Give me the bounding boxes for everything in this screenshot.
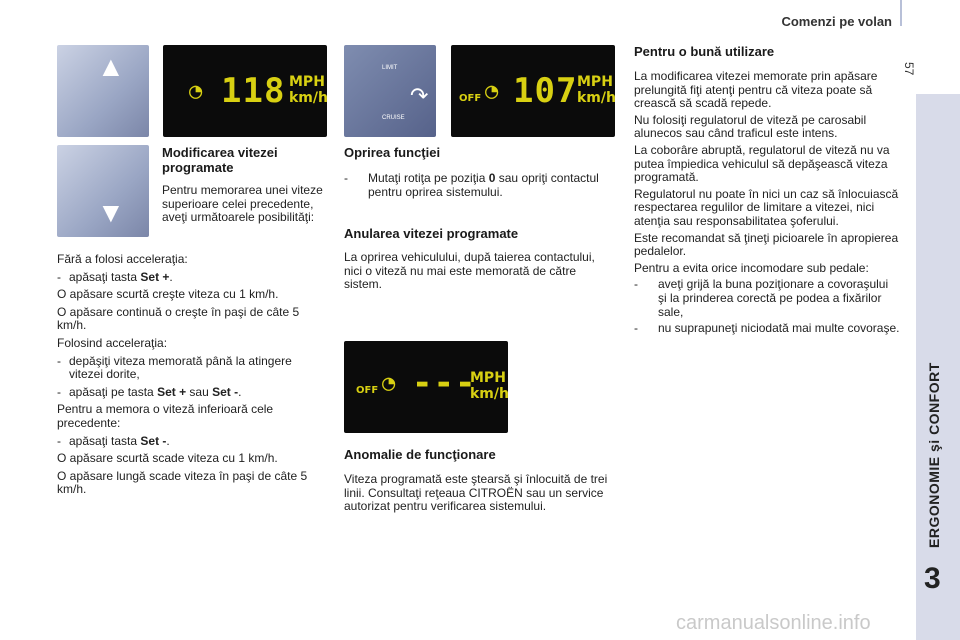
key-set-plus: Set + (140, 269, 170, 284)
section-heading: Anomalie de funcţionare (344, 447, 496, 462)
paragraph: Pentru a evita orice incomodare sub pedale: (634, 260, 869, 275)
paragraph: La coborâre abruptă, regulatorul de viteză nu va putea împiedica vehiculul să depăşească viteza programată. (634, 142, 890, 185)
curved-arrow-icon: ↷ (410, 83, 429, 108)
section-heading: Pentru o bună utilizare (634, 44, 775, 59)
speedometer-icon: ◔ (382, 371, 396, 396)
chapter-number: 3 (924, 562, 941, 595)
paragraph: La modificarea vitezei memorate prin apăsare prelungită fiţi atenţi pentru că viteza poate să crească să scadă repede. (634, 69, 878, 111)
section-header: Comenzi pe volan (781, 14, 892, 29)
display-unit-mph: MPH (577, 74, 613, 90)
display-unit-kmh: km/h (470, 386, 509, 402)
key-set-minus: Set - (212, 384, 239, 399)
bullet-item: - apăsaţi pe tasta Set + sau Set -. (57, 384, 242, 399)
speed-display-set (163, 45, 327, 137)
paragraph: Regulatorul nu poate în nici un caz să înlocuiască respectarea regulilor de limitare a vitezei, nici atenţia sau responsabilitatea şoferului. (634, 186, 899, 228)
off-indicator: OFF (356, 385, 379, 396)
chapter-title: ERGONOMIE şi CONFORT (926, 362, 942, 548)
bullet-item: - apăsaţi tasta Set -. (57, 433, 170, 448)
paragraph: La oprirea vehiculului, după taierea contactului, nici o viteză nu mai este memorată de către sistem. (344, 250, 595, 292)
paragraph: Pentru a memora o viteză inferioară cele precedente: (57, 402, 274, 430)
arrow-up-icon: ▲ (97, 51, 125, 82)
display-dashes: --- (412, 363, 477, 403)
display-digits: 118 (221, 71, 286, 111)
paragraph: O apăsare lungă scade viteza în paşi de câte 5 km/h. (57, 468, 308, 497)
paragraph: O apăsare scurtă creşte viteza cu 1 km/h. (57, 287, 279, 302)
display-unit-kmh: km/h (289, 90, 328, 106)
key-set-plus: Set + (157, 384, 187, 399)
page-number: 57 (902, 62, 916, 76)
stalk-label-cruise: CRUISE (382, 115, 405, 121)
col1-body (57, 253, 329, 497)
section-heading: Anularea vitezei programate (344, 226, 519, 241)
bullet-item: - Mutaţi rotiţa pe poziţia 0 sau opriţi contactul pentru oprirea sistemului. (344, 171, 599, 199)
speedometer-icon: ◔ (485, 79, 499, 104)
speed-display-off (451, 45, 615, 137)
stalk-wheel-image (344, 45, 436, 137)
section-heading: Oprirea funcţiei (344, 145, 441, 160)
intro-text: Pentru memorarea unei viteze superioare celei precedente, aveţi următoarele posibilităţi: (162, 183, 323, 225)
display-unit-mph: MPH (470, 370, 506, 386)
bullet-item: - nu suprapuneţi niciodată mai multe covoraşe. (634, 321, 900, 336)
display-unit-mph: MPH (289, 74, 325, 90)
position-zero: 0 (488, 171, 496, 185)
bullet-item: - aveţi grijă la buna poziţionare a covoraşului şi la prinderea corectă pe podea a fixărilor sale, (634, 277, 889, 319)
col3-body (634, 70, 900, 336)
off-indicator: OFF (459, 93, 482, 104)
bullet-item: - apăsaţi tasta Set +. (57, 269, 173, 284)
watermark: carmanualsonline.info (676, 612, 871, 634)
header-divider (900, 0, 902, 26)
bullet-item: - depăşiţi viteza memorată până la atingere vitezei dorite, (57, 353, 292, 382)
paragraph: Viteza programată este ştearsă şi înlocuită de trei linii. Consultaţi reţeaua CITROËN sau un service autorizat pentru verificarea sistemului. (344, 472, 608, 514)
paragraph: Nu folosiţi regulatorul de viteză pe carosabil alunecos sau când traficul este intens. (634, 112, 867, 141)
section-heading: Modificarea vitezei programate (162, 145, 278, 175)
stalk-up-image (57, 45, 149, 137)
paragraph: Folosind acceleraţia: (57, 335, 168, 350)
paragraph: O apăsare scurtă scade viteza cu 1 km/h. (57, 451, 278, 466)
display-unit-kmh: km/h (577, 90, 616, 106)
stalk-label-limit: LIMIT (382, 65, 398, 71)
paragraph: O apăsare continuă o creşte în paşi de câte 5 km/h. (57, 304, 300, 333)
display-digits: 107 (513, 71, 578, 111)
arrow-down-icon: ▼ (97, 197, 125, 228)
paragraph: Este recomandat să ţineţi picioarele în apropierea pedalelor. (634, 230, 899, 259)
stalk-down-image (57, 145, 149, 237)
speed-display-fault (344, 341, 508, 433)
key-set-minus: Set - (140, 433, 167, 448)
speedometer-icon: ◔ (189, 79, 203, 104)
paragraph: Fără a folosi acceleraţia: (57, 252, 188, 266)
